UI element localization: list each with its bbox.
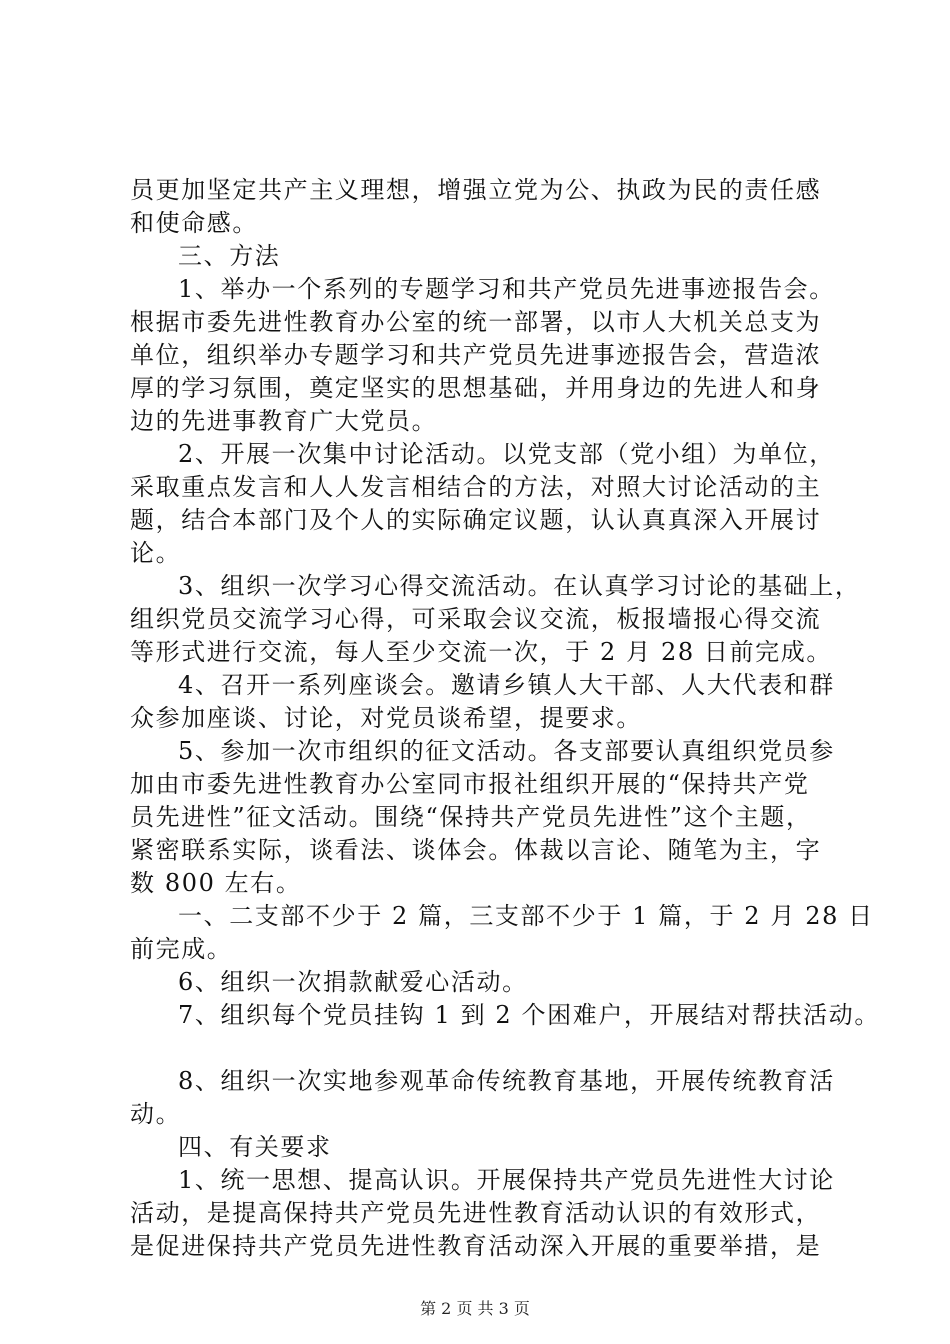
text-line: 活动，是提高保持共产党员先进性教育活动认识的有效形式， <box>130 1199 822 1227</box>
text-line: 等形式进行交流，每人至少交流一次，于 2 月 28 日前完成。 <box>130 638 832 666</box>
text-line: 加由市委先进性教育办公室同市报社组织开展的“保持共产党 <box>130 770 810 798</box>
text-line: 1、统一思想、提高认识。开展保持共产党员先进性大讨论 <box>178 1166 835 1194</box>
text-line: 3、组织一次学习心得交流活动。在认真学习讨论的基础上， <box>178 572 861 600</box>
text-line: 动。 <box>130 1100 182 1128</box>
text-line: 8、组织一次实地参观革命传统教育基地，开展传统教育活 <box>178 1067 835 1095</box>
text-line: 组织党员交流学习心得，可采取会议交流，板报墙报心得交流 <box>130 605 822 633</box>
text-line: 前完成。 <box>130 935 233 963</box>
text-line: 采取重点发言和人人发言相结合的方法，对照大讨论活动的主 <box>130 473 822 501</box>
text-line: 4、召开一系列座谈会。邀请乡镇人大干部、人大代表和群 <box>178 671 835 699</box>
blank-line <box>130 1032 830 1065</box>
text-line: 一、二支部不少于 2 篇，三支部不少于 1 篇，于 2 月 28 日 <box>178 902 874 930</box>
page-number-footer: 第 2 页 共 3 页 <box>420 1299 530 1318</box>
text-line: 2、开展一次集中讨论活动。以党支部（党小组）为单位， <box>178 440 835 468</box>
text-line: 7、组织每个党员挂钩 1 到 2 个困难户，开展结对帮扶活动。 <box>178 1001 880 1029</box>
section-heading: 四、有关要求 <box>178 1133 332 1161</box>
text-line: 6、组织一次捐款献爱心活动。 <box>178 968 528 996</box>
text-line: 5、参加一次市组织的征文活动。各支部要认真组织党员参 <box>178 737 835 765</box>
document-body <box>130 174 880 1263</box>
text-line: 根据市委先进性教育办公室的统一部署，以市人大机关总支为 <box>130 308 822 336</box>
text-line: 员更加坚定共产主义理想，增强立党为公、执政为民的责任感 <box>130 176 822 204</box>
text-line: 紧密联系实际，谈看法、谈体会。体裁以言论、随笔为主，字 <box>130 836 822 864</box>
text-line: 1、举办一个系列的专题学习和共产党员先进事迹报告会。 <box>178 275 835 303</box>
text-line: 边的先进事教育广大党员。 <box>130 407 438 435</box>
text-line: 论。 <box>130 539 182 567</box>
text-line: 题，结合本部门及个人的实际确定议题，认认真真深入开展讨 <box>130 506 822 534</box>
text-line: 员先进性”征文活动。围绕“保持共产党员先进性”这个主题， <box>130 803 812 831</box>
text-line: 厚的学习氛围，奠定坚实的思想基础，并用身边的先进人和身 <box>130 374 822 402</box>
text-line: 众参加座谈、讨论，对党员谈希望，提要求。 <box>130 704 642 732</box>
text-line: 是促进保持共产党员先进性教育活动深入开展的重要举措，是 <box>130 1232 822 1260</box>
text-line: 数 800 左右。 <box>130 869 302 897</box>
section-heading: 三、方法 <box>178 242 281 270</box>
text-line: 和使命感。 <box>130 209 258 237</box>
text-line: 单位，组织举办专题学习和共产党员先进事迹报告会，营造浓 <box>130 341 822 369</box>
